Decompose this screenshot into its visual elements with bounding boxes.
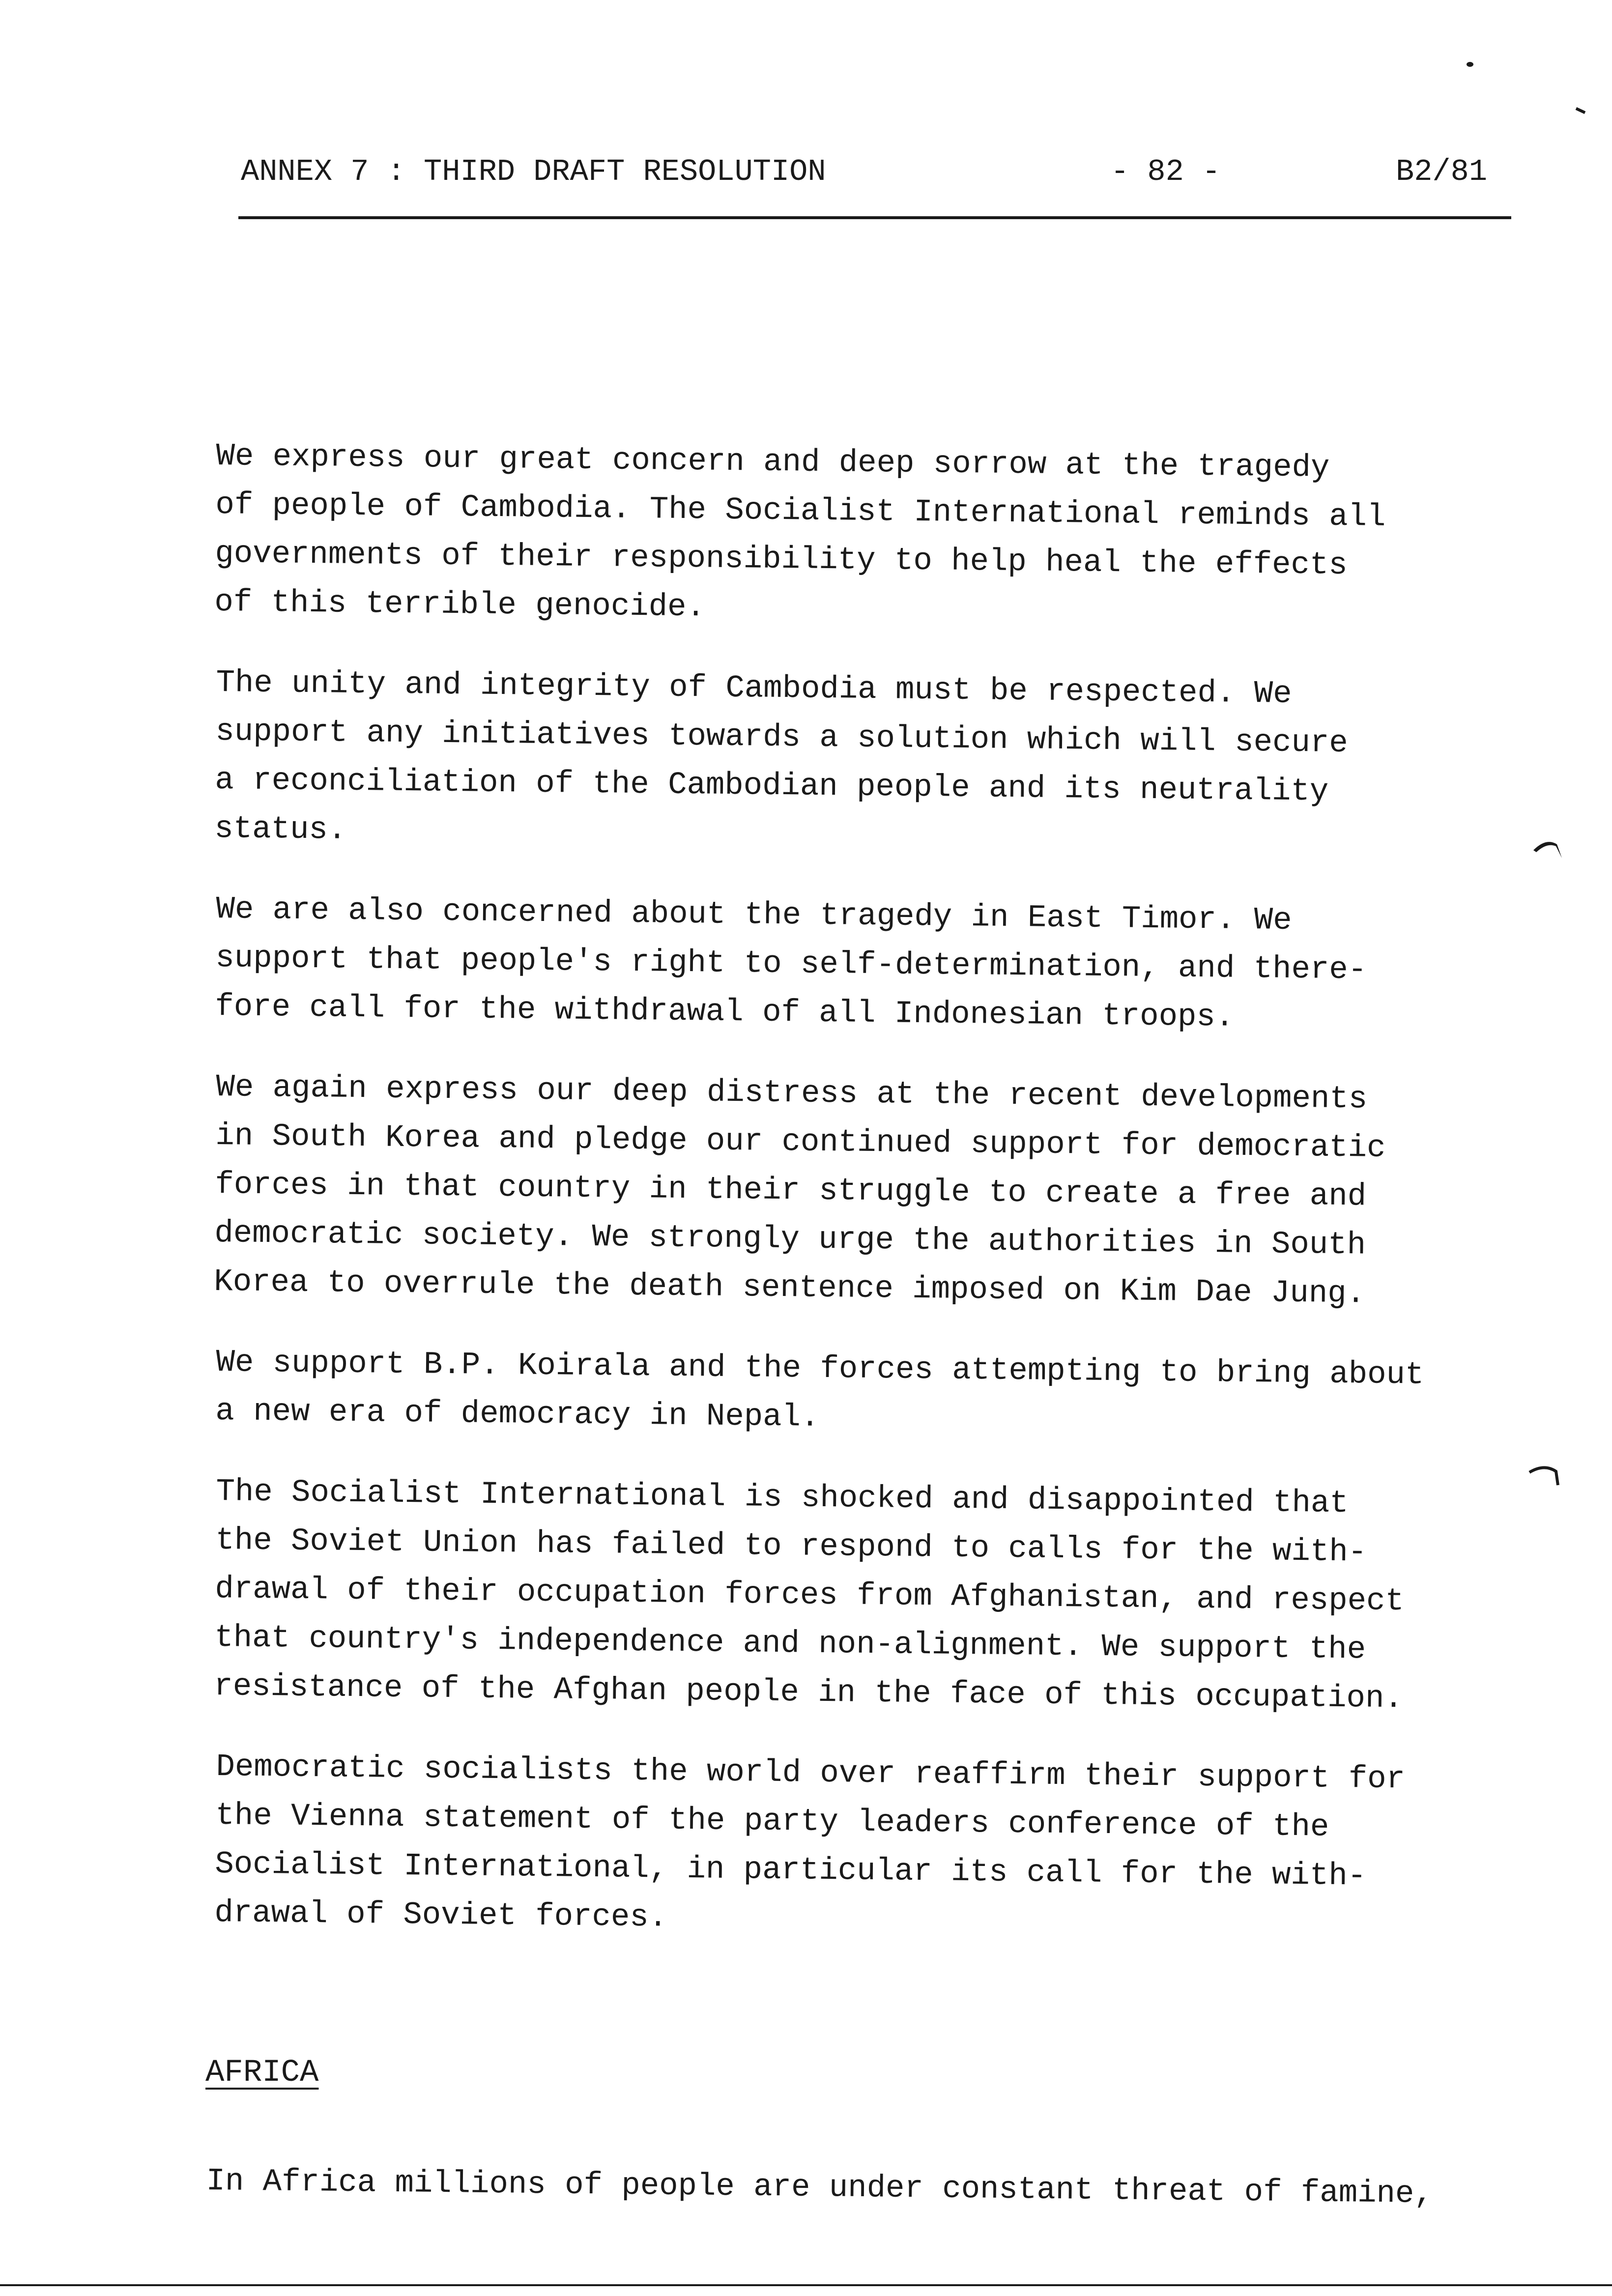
paragraph-africa-first-line: In Africa millions of people are under constant threat of famine, [206,2163,1434,2212]
section-heading-africa: AFRICA [205,2055,319,2091]
paragraph-cambodia-unity: The unity and integrity of Cambodia must be respected. We support any initiatives towards a solution which will secure a reconciliation of the Cambodian people and its neutrality status. [214,665,1349,848]
annex-title: ANNEX 7 : THIRD DRAFT RESOLUTION [241,154,826,189]
margin-bracket-mark [1531,835,1566,860]
paragraph-vienna-statement: Democratic socialists the world over reaffirm their support for the Vienna statement of the party leaders conference of the Socialist International, in particular its call for the with- drawal of Soviet forces. [214,1749,1406,1936]
margin-bracket-mark [1527,1463,1562,1487]
page-bottom-edge [0,2284,1612,2286]
page-header [0,147,1612,197]
paragraph-cambodia-tragedy: We express our great concern and deep sorrow at the tragedy of people of Cambodia. The Socialist International reminds all governments of their responsibility to help heal the effects of this terrible genocide. [214,438,1386,626]
paragraph-nepal: We support B.P. Koirala and the forces attempting to bring about a new era of democracy in Nepal. [215,1345,1424,1435]
paragraph-afghanistan: The Socialist International is shocked and disappointed that the Soviet Union has failed to respond to calls for the with- drawal of their occupation forces from Afghanistan, and respect that country's independence and non-alignment. We support the resistance of the Afghan people in the face of this occupation. [213,1474,1405,1717]
page-number: - 82 - [1111,154,1221,189]
paragraph-south-korea: We again express our deep distress at the recent developments in South Korea and pledge our continued support for democratic forces in that country in their struggle to create a free and democratic society. We strongly urge the authorities in South Korea to overrule the death sentence imposed on Kim Dae Jung. [213,1069,1386,1312]
paragraph-east-timor: We are also concerned about the tragedy in East Timor. We support that people's right to self-determination, and there- fore call for the withdrawal of all Indonesian troops. [215,891,1367,1035]
resolution-body [213,432,1514,1970]
scan-speck [1467,62,1473,67]
scan-speck [1576,107,1586,114]
document-reference: B2/81 [1396,154,1488,189]
header-divider [238,216,1511,219]
